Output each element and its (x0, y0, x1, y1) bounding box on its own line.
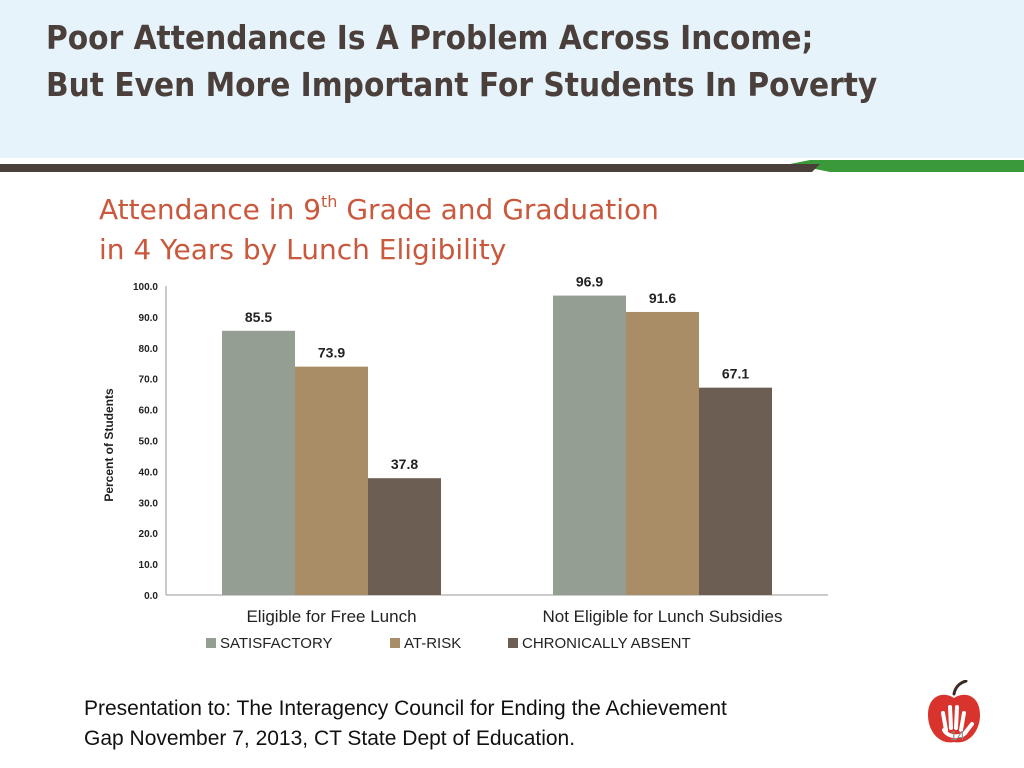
x-category-label: Not Eligible for Lunch Subsidies (542, 607, 783, 626)
page-number: 14 (950, 728, 965, 743)
bar-at-risk-2 (626, 312, 699, 595)
chart-title-line-2: in 4 Years by Lunch Eligibility (99, 233, 507, 266)
bar-chronically-absent-1 (368, 478, 441, 595)
bar-value-label: 85.5 (244, 308, 273, 325)
bar-value-label: 91.6 (648, 289, 677, 306)
bar-at-risk-1 (295, 367, 368, 595)
legend-swatch-satisfactory (206, 638, 216, 648)
y-tick-label: 90.0 (138, 312, 158, 324)
chart-title-text: Attendance in 9 (99, 193, 322, 226)
legend-label: CHRONICALLY ABSENT (522, 635, 691, 652)
footer-line-1: Presentation to: The Interagency Council for Ending the Achievement (84, 697, 727, 720)
legend-label: AT-RISK (404, 635, 462, 652)
bar-value-label: 67.1 (721, 365, 750, 382)
slide-title-line-1: Poor Attendance Is A Problem Across Income; (46, 18, 814, 57)
slide-title-line-2: But Even More Important For Students In Poverty (46, 65, 878, 104)
y-tick-label: 20.0 (138, 529, 158, 541)
y-tick-label: 40.0 (138, 467, 158, 479)
bar-chronically-absent-2 (699, 388, 772, 595)
bar-value-label: 96.9 (575, 273, 604, 290)
y-tick-label: 80.0 (138, 343, 158, 355)
y-tick-label: 100.0 (132, 282, 158, 293)
bar-satisfactory-2 (553, 296, 626, 595)
bar-value-label: 73.9 (317, 344, 346, 361)
chart-title-superscript: th (321, 192, 338, 211)
x-category-label: Eligible for Free Lunch (246, 607, 417, 626)
y-tick-label: 30.0 (138, 498, 158, 510)
chart-title-text-cont: Grade and Graduation (337, 193, 659, 226)
y-axis-label: Percent of Students (102, 388, 116, 502)
y-tick-label: 50.0 (138, 436, 158, 448)
bar-satisfactory-1 (222, 331, 295, 595)
y-tick-label: 10.0 (138, 560, 158, 572)
footer-citation (84, 694, 884, 754)
legend-label: SATISFACTORY (220, 635, 333, 652)
bar-value-label: 37.8 (390, 456, 419, 473)
footer-line-2: Gap November 7, 2013, CT State Dept of Education. (84, 727, 576, 750)
legend-swatch-chronically-absent (508, 638, 518, 648)
y-tick-label: 0.0 (144, 591, 158, 602)
legend-swatch-at-risk (390, 638, 400, 648)
y-tick-label: 70.0 (138, 374, 158, 386)
y-tick-label: 60.0 (138, 405, 158, 417)
